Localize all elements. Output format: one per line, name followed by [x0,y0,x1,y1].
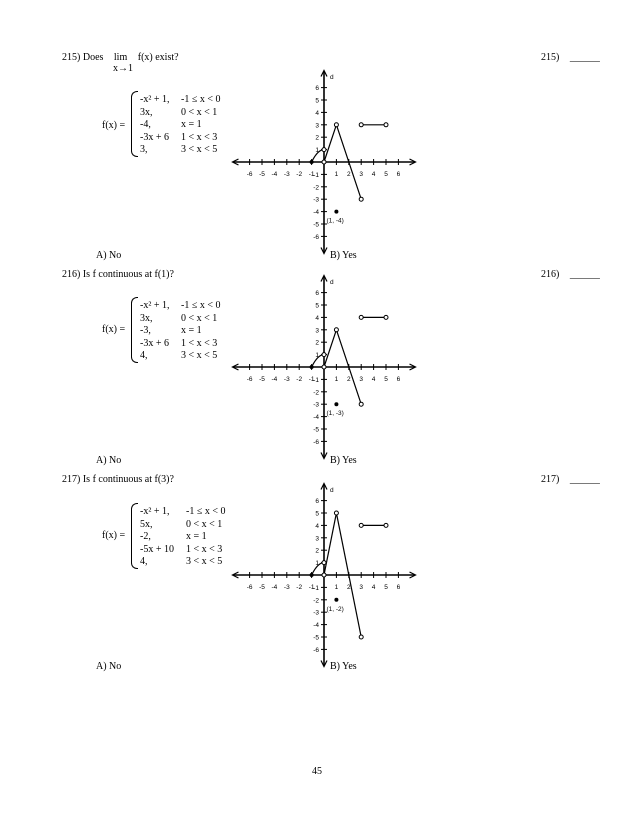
y-tick-label: -2 [313,597,319,605]
question-body: Is f continuous at f(1)? [82,269,174,280]
x-tick-label: 5 [384,171,388,178]
point-label: (1, -2) [326,605,344,613]
y-tick-label: 2 [315,134,319,142]
y-tick-label: 1 [315,560,319,568]
x-tick-label: 1 [334,376,339,383]
answer-label: 216) [541,269,560,280]
y-tick-label: -1 [313,584,319,592]
x-tick-label: -1 [308,171,315,178]
piece-expr: 3x, [140,312,153,324]
piece-cond: 0 < x < 1 [181,312,218,324]
y-tick-label: 5 [315,510,319,518]
piece-cond: x = 1 [181,325,202,337]
y-tick-label: -3 [313,196,319,204]
x-tick-label: -3 [283,171,290,178]
y-tick-label: 2 [315,339,319,347]
x-tick-label: 3 [359,171,364,178]
question-word: Does [82,52,104,63]
choice-b[interactable]: B) Yes [330,250,357,261]
y-tick-label: 3 [315,122,319,130]
piece-cond: 1 < x < 3 [186,543,223,555]
choice-a[interactable]: A) No [96,661,122,672]
piece-cond: -1 ≤ x < 0 [186,506,226,517]
x-tick-label: 6 [396,376,401,383]
open-endpoint [359,523,363,527]
y-tick-label: -5 [313,634,319,642]
piece-expr: 5x, [140,518,153,530]
choice-b[interactable]: B) Yes [330,661,357,672]
open-endpoint [334,511,338,515]
x-tick-label: -3 [283,584,290,591]
axis-letter: d [330,73,334,81]
x-tick-label: -5 [259,376,265,383]
x-tick-label: -4 [271,376,278,383]
answer-label: 217) [541,474,560,485]
x-tick-label: -6 [246,376,253,383]
question-body: Is f continuous at f(3)? [82,474,174,485]
y-tick-label: -3 [313,401,319,409]
x-tick-label: 1 [334,584,339,591]
y-tick-label: -4 [313,622,319,630]
piece-cond: -1 ≤ x < 0 [181,300,221,311]
x-tick-label: -2 [296,171,303,178]
piece-cond: x = 1 [181,119,202,131]
piece-expr: 4, [140,556,148,568]
y-tick-label: 4 [315,522,319,530]
answer-blank[interactable]: ______ [569,474,600,485]
piece-cond: x = 1 [186,531,207,543]
piece-cond: 3 < x < 5 [181,350,218,362]
y-tick-label: -6 [313,233,319,241]
question-number: 216) [62,269,81,280]
piece-expr: -x² + 1, [140,506,170,517]
axis-letter: d [330,486,334,494]
piece-cond: 1 < x < 3 [181,337,218,349]
x-tick-label: -3 [283,376,290,383]
x-tick-label: 4 [371,171,376,178]
y-tick-label: -4 [313,209,319,217]
fx-label: f(x) = [102,324,126,335]
choice-a[interactable]: A) No [96,250,122,261]
x-tick-label: 2 [346,376,351,383]
x-tick-label: 4 [371,584,376,591]
piece-expr: -3x + 6 [140,337,169,349]
y-tick-label: -3 [313,609,319,617]
open-endpoint [322,573,326,577]
isolated-point [334,598,338,602]
y-tick-label: 4 [315,109,319,117]
piece-cond: 3 < x < 5 [186,556,223,568]
x-tick-label: 4 [371,376,376,383]
y-tick-label: -4 [313,414,319,422]
x-tick-label: 3 [359,376,364,383]
x-tick-label: -4 [271,584,278,591]
page-number: 45 [312,766,322,777]
choice-a[interactable]: A) No [96,455,122,466]
answer-blank[interactable]: ______ [569,269,600,280]
y-tick-label: 5 [315,302,319,310]
y-tick-label: 6 [315,290,319,298]
x-tick-label: 1 [334,171,339,178]
piece-expr: -5x + 10 [140,543,174,555]
y-tick-label: -5 [313,426,319,434]
linear-piece [324,513,336,575]
y-tick-label: -5 [313,221,319,229]
piece-expr: -x² + 1, [140,94,170,105]
piece-expr: -2, [140,531,151,543]
x-tick-label: 2 [346,584,351,591]
fx-label: f(x) = [102,120,126,131]
y-tick-label: -1 [313,171,319,179]
question-number: 217) [62,474,81,485]
y-tick-label: 6 [315,498,319,506]
closed-endpoint [310,573,314,577]
y-tick-label: 3 [315,327,319,335]
x-tick-label: 3 [359,584,364,591]
x-tick-label: -6 [246,584,253,591]
answer-blank[interactable]: ______ [569,52,600,63]
x-tick-label: 5 [384,376,388,383]
x-tick-label: -2 [296,376,303,383]
x-tick-label: -1 [308,584,315,591]
lim-subscript: x→1 [113,63,133,74]
x-tick-label: 2 [346,171,351,178]
piece-expr: 3x, [140,106,153,118]
open-endpoint [384,523,388,527]
open-endpoint [322,561,326,565]
y-tick-label: -2 [313,389,319,397]
lim-word: lim [113,52,128,63]
y-tick-label: 5 [315,97,319,105]
axis-letter: d [330,278,334,286]
y-tick-label: 2 [315,547,319,555]
x-tick-label: -4 [271,171,278,178]
x-tick-label: 6 [396,171,401,178]
y-tick-label: -2 [313,184,319,192]
piece-expr: -3x + 6 [140,131,169,143]
point-label: (1, -4) [326,217,344,225]
x-tick-label: -1 [308,376,315,383]
y-tick-label: 3 [315,535,319,543]
y-tick-label: 1 [315,147,319,155]
y-tick-label: 1 [315,352,319,360]
x-tick-label: -6 [246,171,253,178]
open-endpoint [359,635,363,639]
piece-cond: 1 < x < 3 [181,131,218,143]
x-tick-label: 5 [384,584,388,591]
piece-cond: 0 < x < 1 [186,518,223,530]
piece-expr: 4, [140,350,148,362]
y-tick-label: -6 [313,646,319,654]
x-tick-label: -5 [259,171,265,178]
y-tick-label: 4 [315,314,319,322]
y-tick-label: -1 [313,376,319,384]
choice-b[interactable]: B) Yes [330,455,357,466]
x-tick-label: 6 [396,584,401,591]
fx-label: f(x) = [102,530,126,541]
question-number: 215) [62,52,81,63]
y-tick-label: 6 [315,85,319,93]
piece-expr: -4, [140,119,151,131]
x-tick-label: -5 [259,584,265,591]
piece-expr: 3, [140,144,148,156]
piece-cond: -1 ≤ x < 0 [181,94,221,105]
piece-expr: -x² + 1, [140,300,170,311]
y-tick-label: -6 [313,438,319,446]
question-tail: f(x) exist? [137,52,179,63]
piece-expr: -3, [140,325,151,337]
point-label: (1, -3) [326,410,344,418]
piece-cond: 0 < x < 1 [181,106,218,118]
piece-cond: 3 < x < 5 [181,144,218,156]
x-tick-label: -2 [296,584,303,591]
answer-label: 215) [541,52,560,63]
